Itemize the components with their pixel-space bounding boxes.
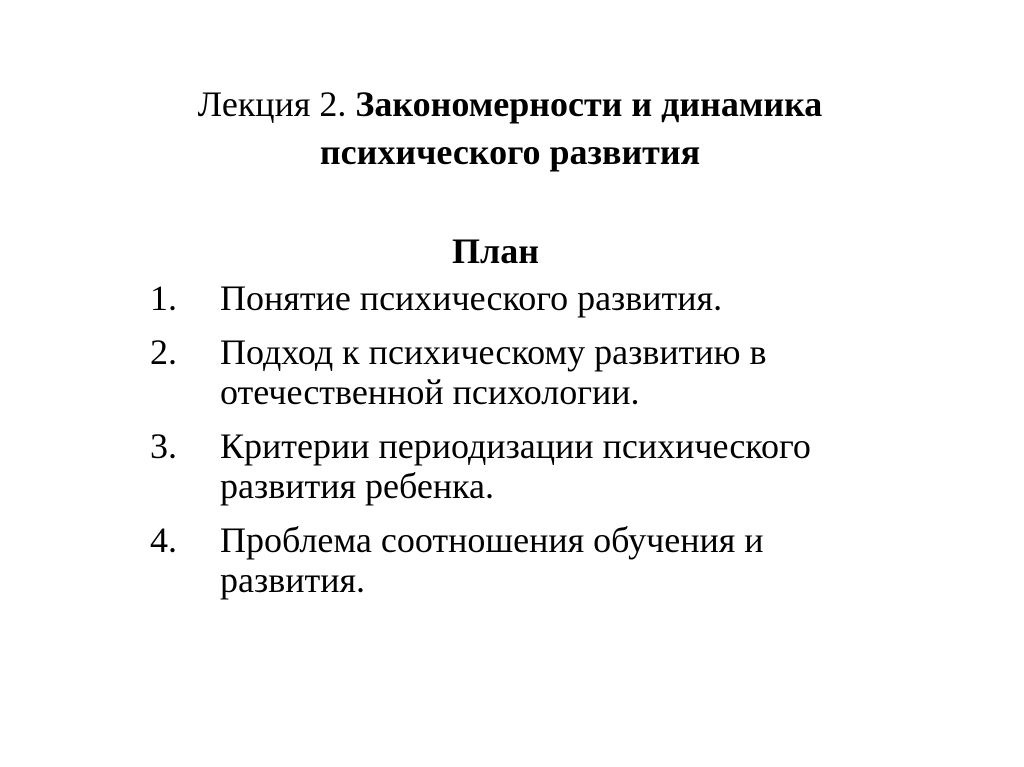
plan-heading: План: [452, 231, 539, 271]
list-item-text: Проблема соотношения обучения и развития.: [220, 520, 764, 600]
list-item-text: Понятие психического развития.: [220, 278, 723, 318]
slide-title: [150, 80, 870, 176]
list-item: [150, 278, 870, 318]
list-item: [150, 332, 870, 412]
list-item: [150, 426, 870, 506]
list-item-number: 4.: [150, 520, 177, 560]
list-item-number: 1.: [150, 278, 177, 318]
list-item-text: Подход к психическому развитию в отечественной психологии.: [220, 332, 767, 412]
list-item: [150, 520, 870, 600]
list-item-number: 2.: [150, 332, 177, 372]
title-prefix: Лекция 2.: [197, 84, 356, 124]
list-item-text: Критерии периодизации психического развития ребенка.: [220, 426, 811, 506]
plan-list: [150, 278, 870, 614]
title-main: Закономерности и динамика психического развития: [319, 84, 823, 172]
list-item-number: 3.: [150, 426, 177, 466]
